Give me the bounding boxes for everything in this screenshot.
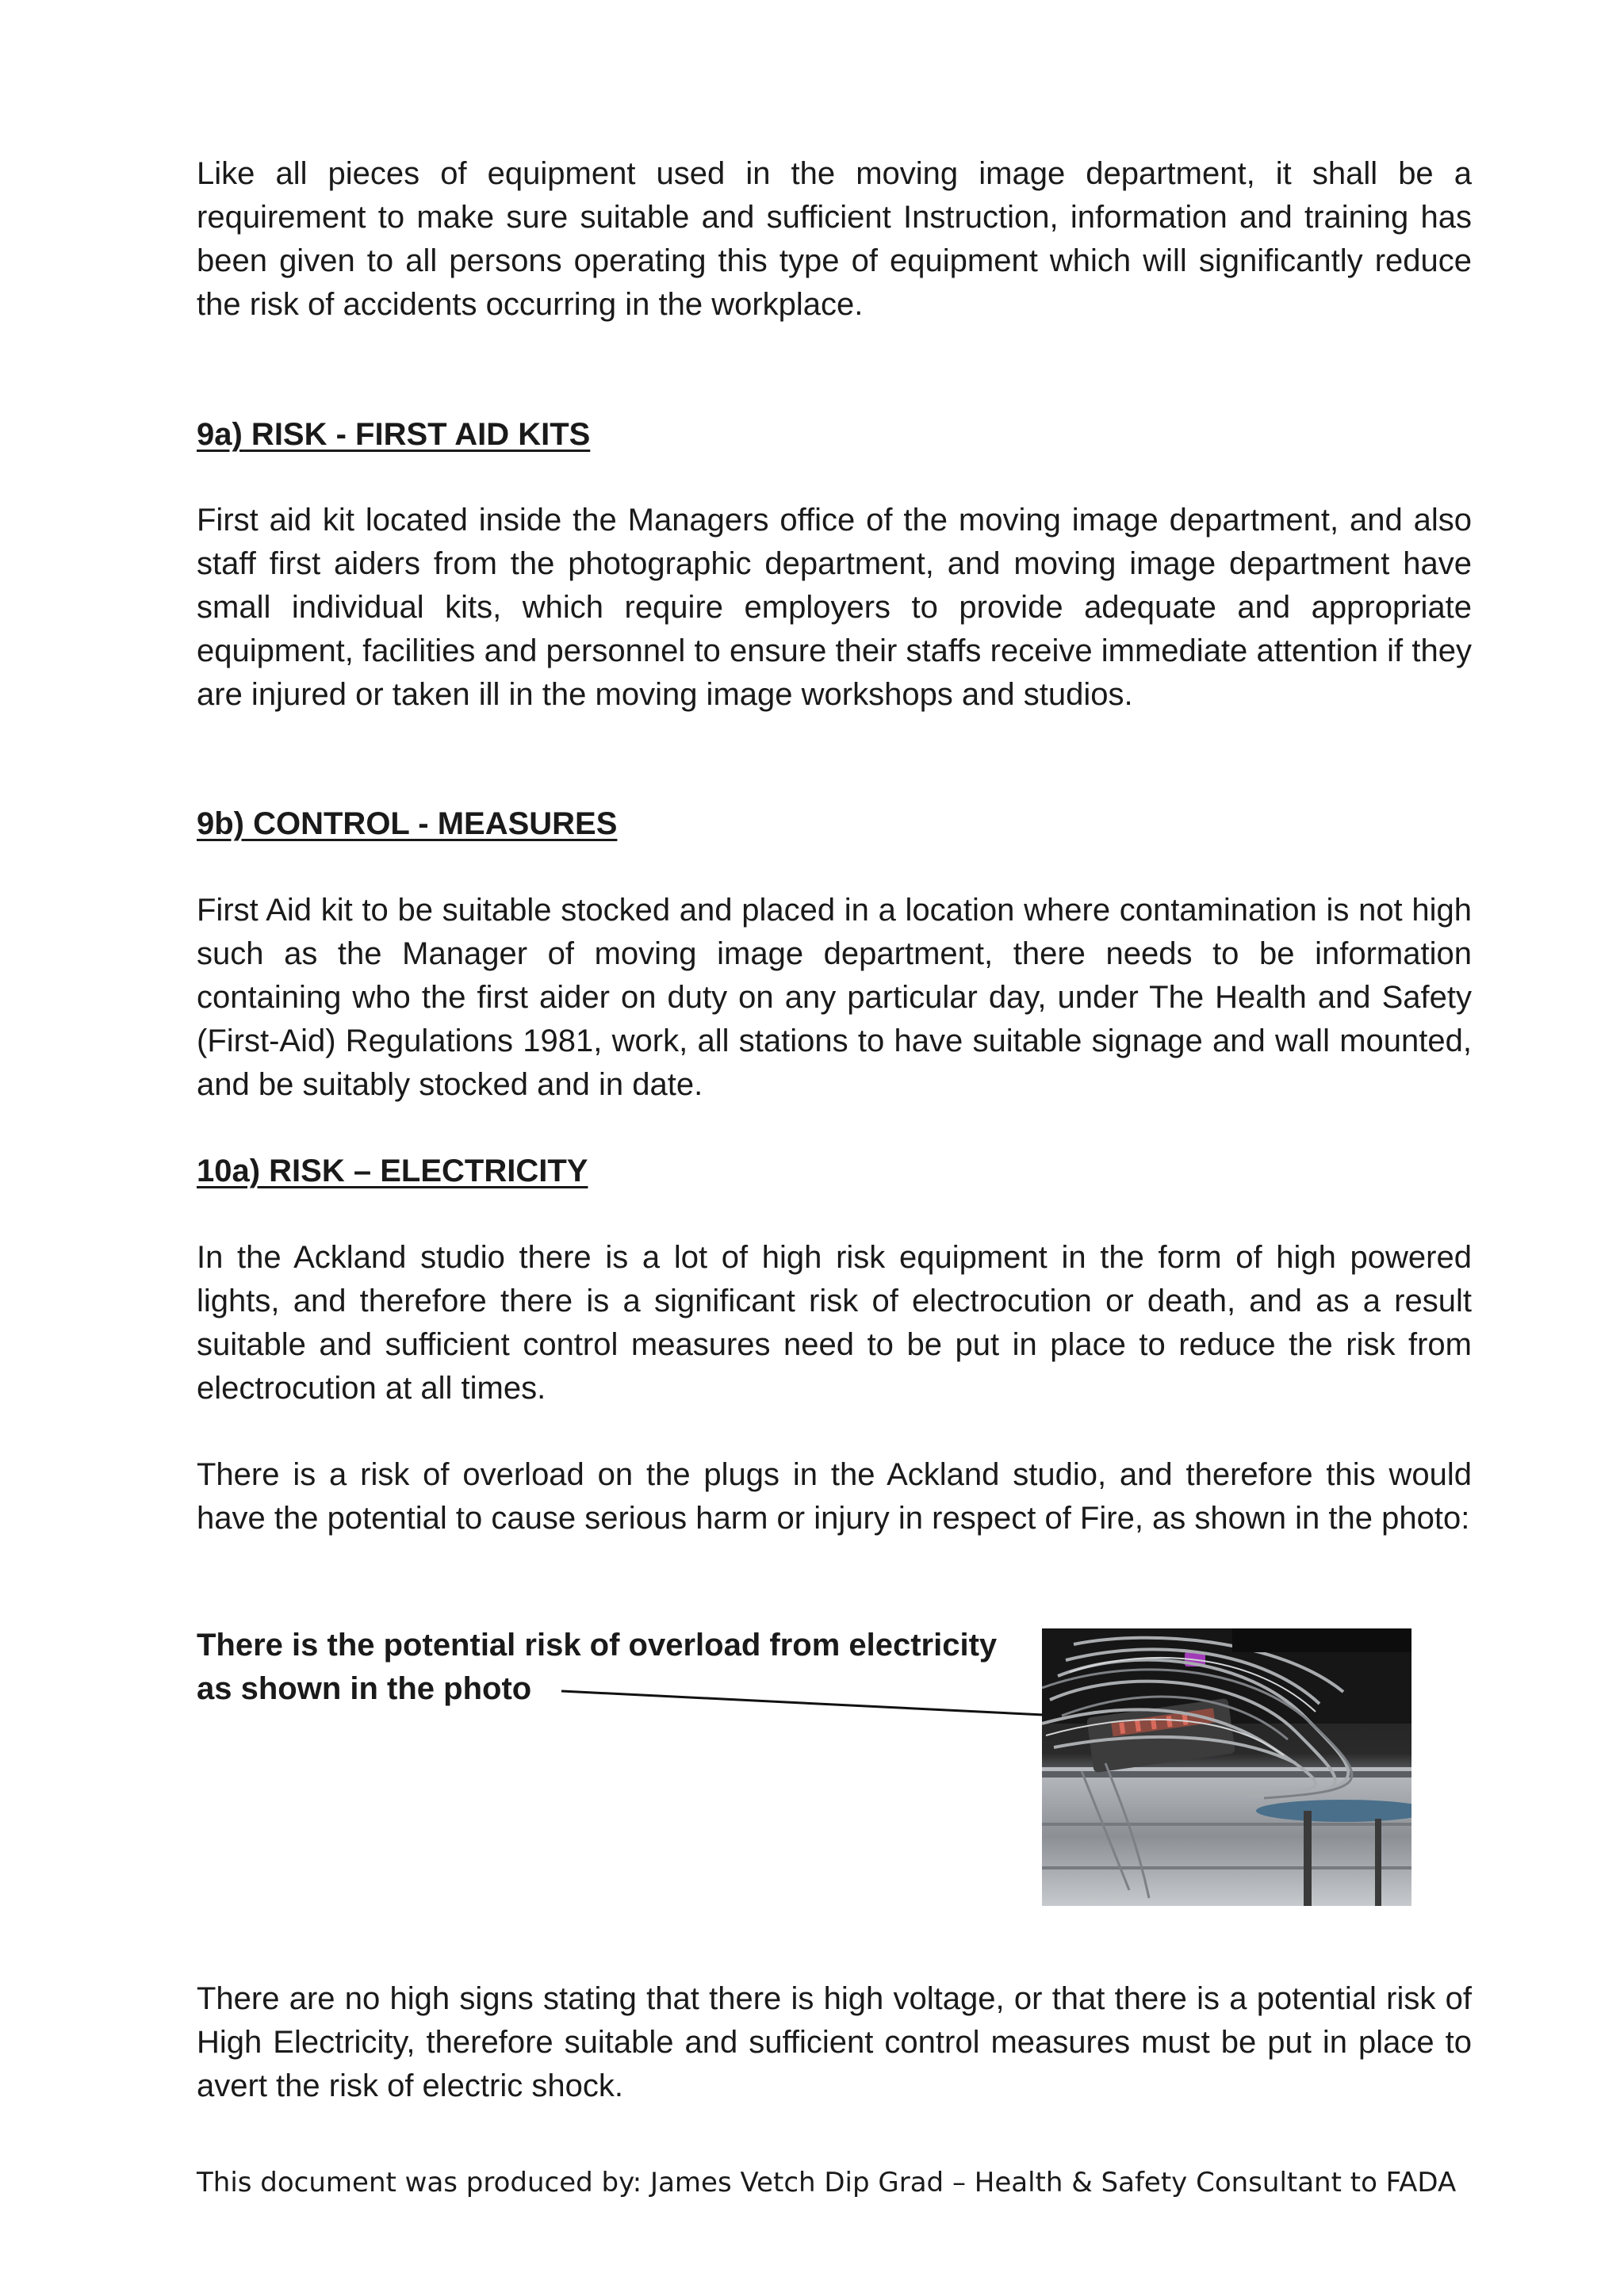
photo-caption-line-2: as shown in the photo <box>197 1671 532 1706</box>
paragraph-10a-overload: There is a risk of overload on the plugs in the Ackland studio, and therefore this would have the potential to cause serious harm or injury in respect of Fire, as shown in the photo: <box>197 1457 1472 1536</box>
paragraph-10a-signage: There are no high signs stating that there is high voltage, or that there is a potential risk of High Electricity, therefore suitable and sufficient control measures must be put in place to avert the risk of electric shock. <box>197 1981 1472 2103</box>
overloaded-plugs-photo <box>1042 1628 1411 1906</box>
heading-10a-electricity: 10a) RISK – ELECTRICITY <box>197 1154 588 1188</box>
paragraph-9b: First Aid kit to be suitable stocked and placed in a location where contamination is not high such as the Manager of moving image department, there needs to be information containing who the first aider on duty on any particular day, under The Health and Safety (First-Aid) Regulations 1981, work, all stations to have suitable signage and wall mounted, and be suitably stocked and in date. <box>197 893 1472 1102</box>
heading-9b-control-measures: 9b) CONTROL - MEASURES <box>197 806 618 841</box>
document-footer: This document was produced by: James Vetch Dip Grad – Health & Safety Consultant to FADA <box>197 2167 1457 2198</box>
heading-9a-first-aid-kits: 9a) RISK - FIRST AID KITS <box>197 417 591 452</box>
photo-caption-line-1: There is the potential risk of overload from electricity <box>197 1628 998 1663</box>
intro-paragraph: Like all pieces of equipment used in the moving image department, it shall be a requirement to make sure suitable and sufficient Instruction, information and training has been given to all persons operating this type of equipment which will significantly reduce the risk of accidents occurring in the workplace. <box>197 156 1472 322</box>
paragraph-10a-electrocution: In the Ackland studio there is a lot of high risk equipment in the form of high powered lights, and therefore there is a significant risk of electrocution or death, and as a result suitable and sufficient control measures need to be put in place to reduce the risk from electrocution at all times. <box>197 1240 1472 1406</box>
paragraph-9a: First aid kit located inside the Managers office of the moving image department, and also staff first aiders from the photographic department, and moving image department have small individual kits, which require employers to provide adequate and appropriate equipment, facilities and personnel to ensure their staffs receive immediate attention if they are injured or taken ill in the moving image workshops and studios. <box>197 503 1472 712</box>
